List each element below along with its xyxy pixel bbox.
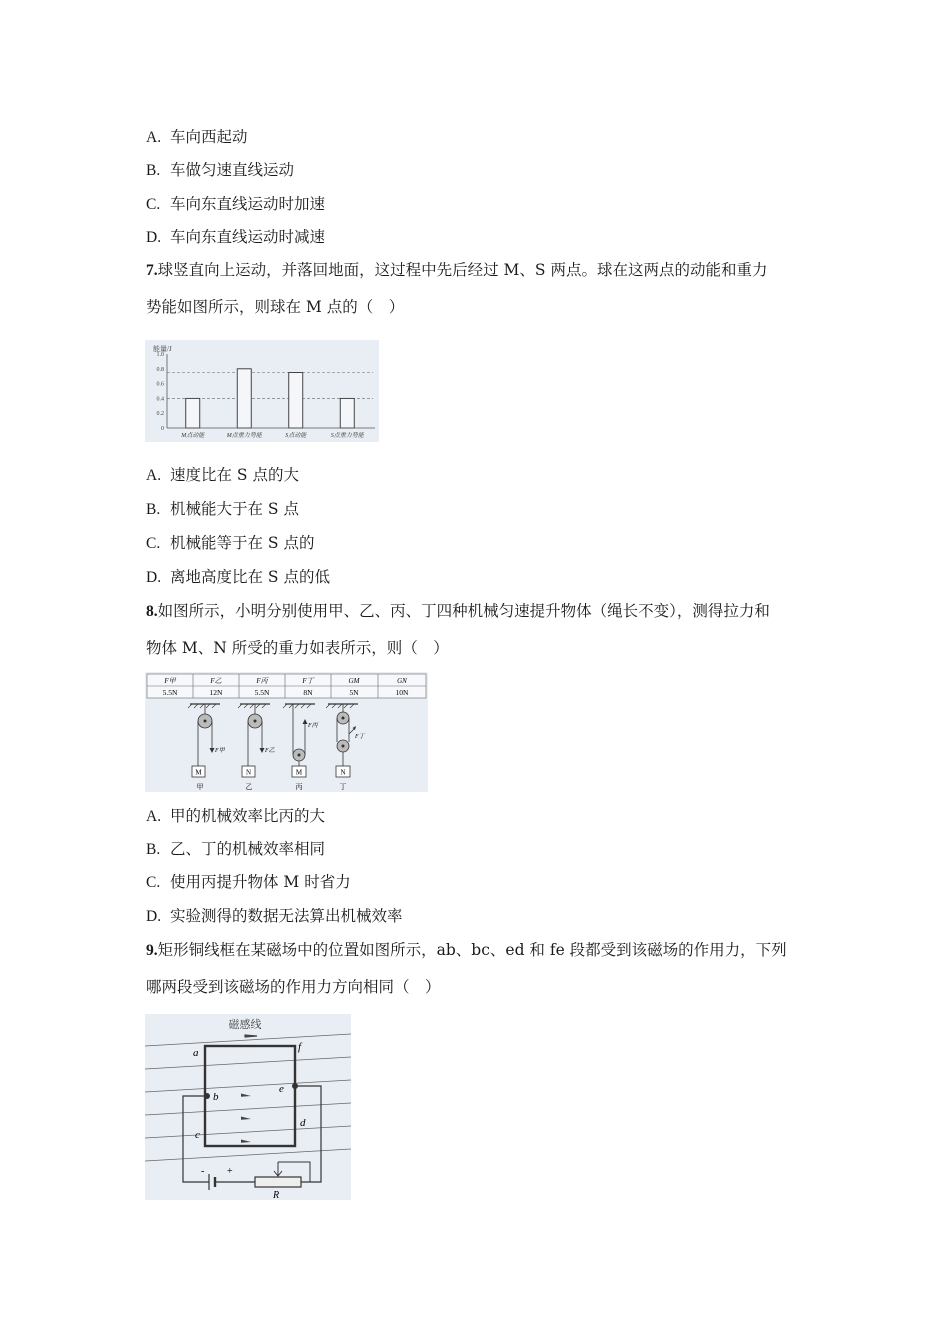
force-arrow-icon bbox=[260, 748, 265, 753]
option-label: B. bbox=[146, 501, 161, 518]
y-tick-label: 0.2 bbox=[156, 411, 164, 418]
table-header-gn: GN bbox=[397, 677, 407, 685]
machine-ding bbox=[326, 704, 366, 791]
table-header-f-ding: F丁 bbox=[302, 677, 314, 685]
option-text: 车向东直线运动时减速 bbox=[170, 228, 326, 246]
y-tick-label: 0.6 bbox=[156, 381, 164, 388]
table-value-f-ding: 8N bbox=[303, 688, 313, 697]
y-tick-label: 0 bbox=[161, 426, 164, 432]
option-text: 车做匀速直线运动 bbox=[170, 161, 295, 179]
option-text: 实验测得的数据无法算出机械效率 bbox=[170, 907, 403, 925]
category-label-2: M点重力势能 bbox=[226, 433, 262, 439]
y-tick-label: 0.8 bbox=[156, 366, 164, 373]
field-arrow-icon bbox=[241, 1094, 251, 1097]
q6-option-d[interactable] bbox=[146, 227, 325, 248]
stem-text: 矩形铜线框在某磁场中的位置如图所示，ab、bc、ed 和 fe 段都受到该磁场的作用力，下列 bbox=[157, 941, 787, 959]
y-tick-label: 0.4 bbox=[156, 396, 164, 403]
option-text: 车向西起动 bbox=[170, 128, 248, 146]
field-arrow-icon bbox=[241, 1117, 251, 1120]
force-arrow-icon bbox=[303, 719, 308, 724]
block-label: M bbox=[295, 768, 303, 777]
field-title: 磁感线 bbox=[228, 1019, 262, 1031]
machine-name: 丙 bbox=[295, 783, 303, 791]
field-arrow-icon bbox=[245, 1035, 257, 1037]
q7-energy-chart-svg bbox=[145, 340, 379, 442]
q7-energy-chart bbox=[145, 340, 379, 442]
q6-option-a[interactable] bbox=[146, 127, 248, 148]
q8-pulley-figure-svg bbox=[145, 672, 428, 792]
q9-magnetic-field-figure-svg bbox=[145, 1014, 351, 1200]
point-label-e: e bbox=[279, 1083, 284, 1095]
table-value-f-yi: 12N bbox=[209, 688, 223, 697]
q7-option-c[interactable] bbox=[146, 533, 314, 554]
q9-stem-line1 bbox=[146, 940, 787, 961]
table-value-gn: 10N bbox=[395, 688, 409, 697]
table-header-f-jia: F甲 bbox=[164, 677, 176, 685]
question-number: 8. bbox=[146, 603, 158, 620]
q7-stem-line2: 势能如图所示，则球在 M 点的（ ） bbox=[146, 298, 405, 316]
question-number: 9. bbox=[146, 942, 158, 959]
machine-name: 甲 bbox=[196, 783, 204, 791]
circuit-wire-right bbox=[295, 1086, 321, 1182]
battery-plus-sign: + bbox=[227, 1166, 233, 1177]
q8-data-table bbox=[147, 674, 426, 698]
force-arrow-icon bbox=[353, 726, 357, 730]
bar-4 bbox=[340, 398, 354, 428]
force-label: F乙 bbox=[265, 748, 275, 754]
option-text: 甲的机械效率比丙的大 bbox=[170, 807, 326, 825]
machine-jia bbox=[188, 704, 226, 791]
force-label: F丙 bbox=[308, 723, 318, 729]
q8-stem-line2: 物体 M、N 所受的重力如表所示，则（ ） bbox=[146, 639, 449, 657]
option-label: C. bbox=[146, 196, 161, 213]
table-header-f-yi: F乙 bbox=[210, 677, 222, 685]
category-label-4: S点重力势能 bbox=[330, 433, 364, 439]
option-label: D. bbox=[146, 908, 162, 925]
machine-name: 丁 bbox=[339, 783, 347, 791]
bar-2 bbox=[237, 369, 251, 428]
chart-ylabel: 能量/J bbox=[153, 345, 172, 353]
q8-option-d[interactable] bbox=[146, 906, 403, 927]
point-label-f: f bbox=[298, 1041, 302, 1053]
q6-option-b[interactable] bbox=[146, 160, 294, 181]
option-text: 离地高度比在 S 点的低 bbox=[170, 568, 330, 586]
option-label: D. bbox=[146, 569, 162, 586]
option-label: B. bbox=[146, 841, 161, 858]
table-value-f-jia: 5.5N bbox=[162, 688, 178, 697]
point-label-a: a bbox=[193, 1047, 199, 1059]
option-label: A. bbox=[146, 808, 162, 825]
rheostat-body bbox=[255, 1177, 301, 1187]
bar-1 bbox=[186, 398, 200, 428]
option-label: C. bbox=[146, 535, 161, 552]
machine-name: 乙 bbox=[245, 783, 253, 791]
table-header-gm: GM bbox=[348, 677, 360, 685]
option-label: B. bbox=[146, 162, 161, 179]
table-value-gm: 5N bbox=[349, 688, 359, 697]
force-arrow-icon bbox=[210, 748, 215, 753]
category-label-3: S点动能 bbox=[285, 433, 307, 439]
option-label: A. bbox=[146, 467, 162, 484]
q9-magnetic-field-figure bbox=[145, 1014, 351, 1200]
q6-option-c[interactable] bbox=[146, 194, 325, 215]
table-header-f-bing: F丙 bbox=[256, 677, 268, 685]
option-text: 使用丙提升物体 M 时省力 bbox=[170, 873, 351, 891]
option-text: 速度比在 S 点的大 bbox=[170, 466, 299, 484]
machine-yi bbox=[238, 704, 275, 791]
question-number: 7. bbox=[146, 262, 158, 279]
force-label: F丁 bbox=[355, 734, 365, 740]
force-label: F甲 bbox=[215, 748, 225, 754]
q8-option-b[interactable] bbox=[146, 839, 325, 860]
q8-pulley-figure bbox=[145, 672, 428, 792]
q7-option-b[interactable] bbox=[146, 499, 299, 520]
point-label-c: c bbox=[195, 1129, 200, 1141]
y-tick-label: 1.0 bbox=[156, 352, 164, 358]
q8-stem-line1 bbox=[146, 601, 770, 622]
q9-stem-line2: 哪两段受到该磁场的作用力方向相同（ ） bbox=[146, 978, 441, 996]
stem-text: 球竖直向上运动，并落回地面，这过程中先后经过 M、S 两点。球在这两点的动能和重力 bbox=[157, 261, 768, 279]
battery-minus-sign: - bbox=[201, 1166, 205, 1177]
block-label: N bbox=[340, 768, 346, 777]
option-label: A. bbox=[146, 129, 162, 146]
point-label-b: b bbox=[213, 1091, 219, 1103]
bar-3 bbox=[289, 373, 303, 429]
option-text: 机械能等于在 S 点的 bbox=[170, 534, 315, 552]
option-text: 乙、丁的机械效率相同 bbox=[170, 840, 326, 858]
category-label-1: M点动能 bbox=[181, 433, 205, 439]
option-text: 车向东直线运动时加速 bbox=[170, 195, 326, 213]
q8-option-c[interactable] bbox=[146, 872, 351, 893]
table-value-f-bing: 5.5N bbox=[254, 688, 270, 697]
point-label-d: d bbox=[300, 1117, 306, 1129]
q7-option-d[interactable] bbox=[146, 567, 330, 588]
q8-option-a[interactable] bbox=[146, 806, 325, 827]
block-label: N bbox=[245, 768, 252, 777]
block-label: M bbox=[195, 768, 202, 777]
option-text: 机械能大于在 S 点 bbox=[170, 500, 299, 518]
q7-stem-line1 bbox=[146, 260, 767, 281]
stem-text: 如图所示，小明分别使用甲、乙、丙、丁四种机械匀速提升物体（绳长不变），测得拉力和 bbox=[157, 602, 770, 620]
q7-option-a[interactable] bbox=[146, 465, 299, 486]
option-label: D. bbox=[146, 229, 162, 246]
resistor-label: R bbox=[273, 1190, 280, 1200]
machine-bing bbox=[283, 704, 319, 791]
option-label: C. bbox=[146, 874, 161, 891]
field-arrow-icon bbox=[241, 1140, 251, 1143]
